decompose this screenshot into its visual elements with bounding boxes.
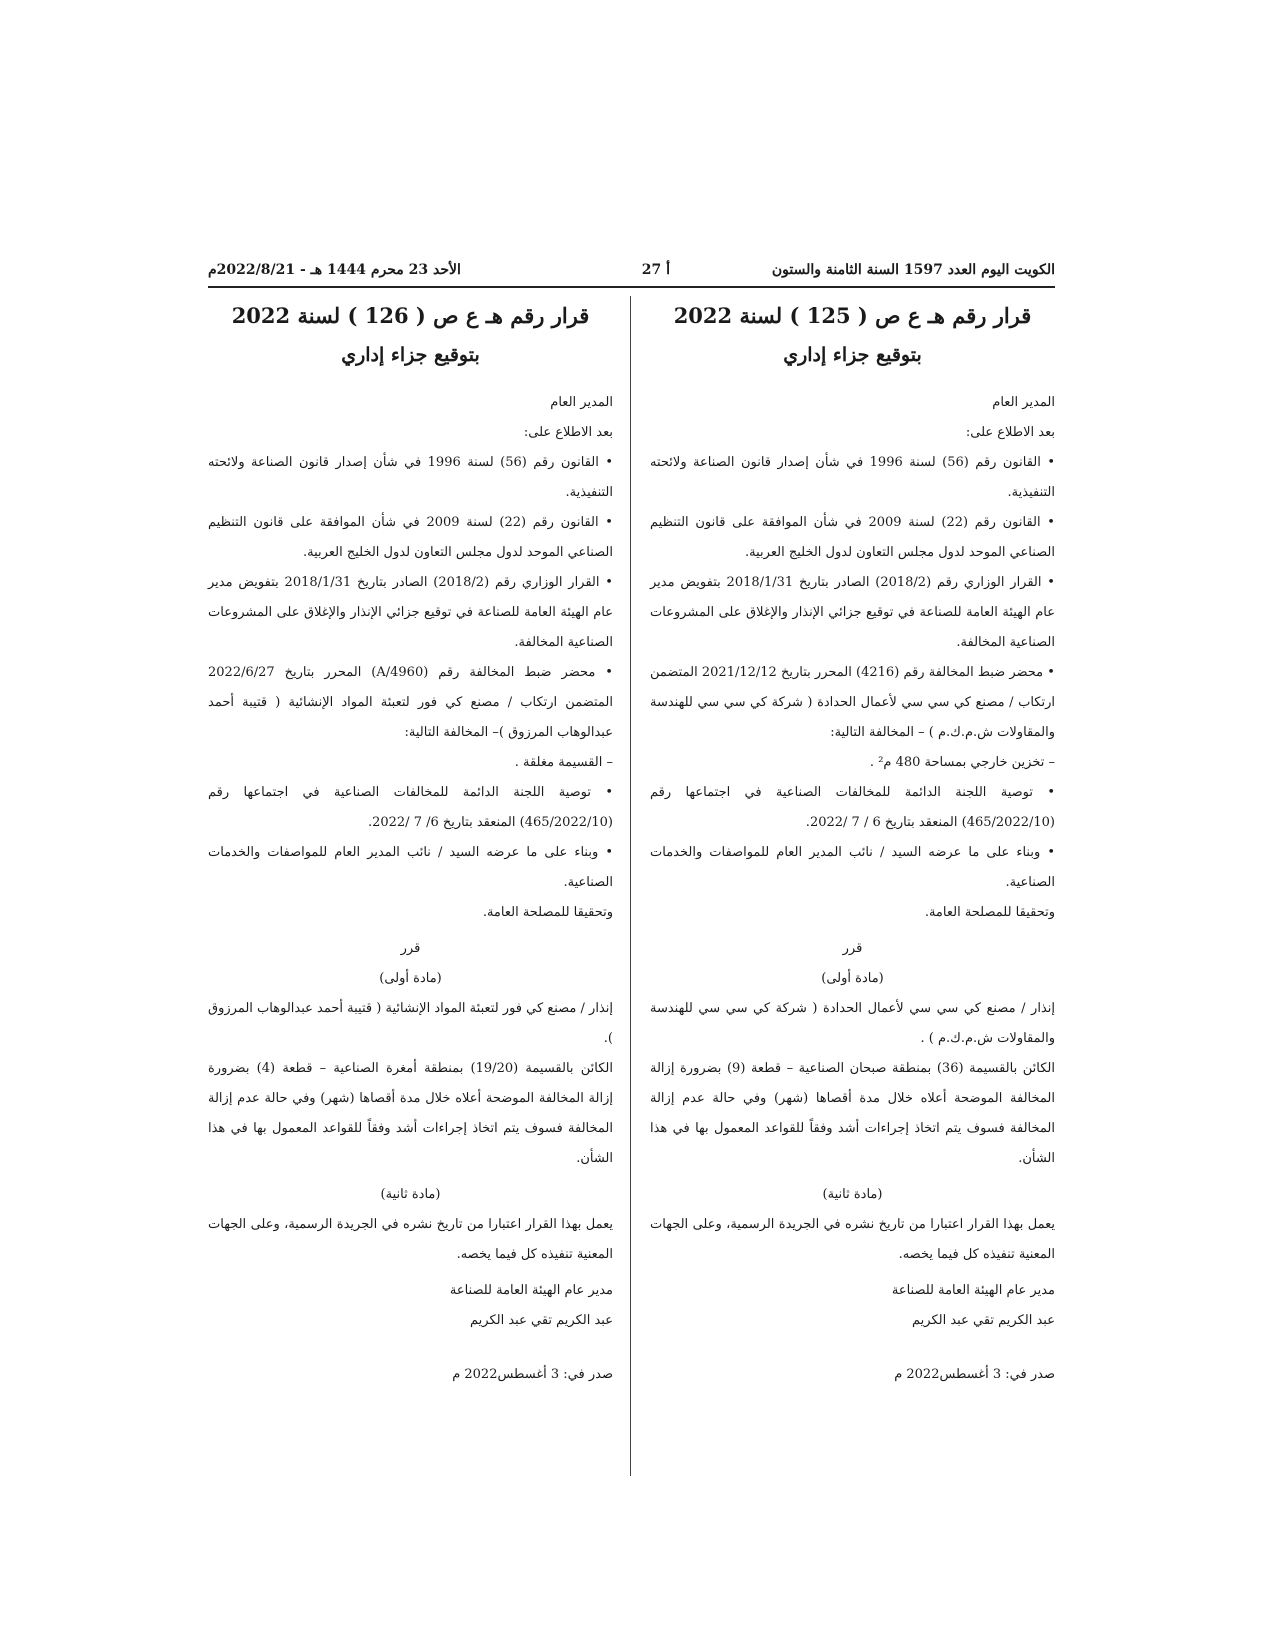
preamble-item: • توصية اللجنة الدائمة للمخالفات الصناعية في اجتماعها رقم (465/2022/10) المنعقد بتاريخ 6 / 7 /2022. [650,778,1055,838]
after-review-label: بعد الاطلاع على: [965,425,1055,440]
violation-line: – تخزين خارجي بمساحة 480 م² . [869,755,1055,770]
gazette-issue-info: الكويت اليوم العدد 1597 السنة الثامنة والستون [771,262,1055,278]
article-2-paragraph: يعمل بهذا القرار اعتبارا من تاريخ نشره في الجريدة الرسمية، وعلى الجهات المعنية تنفيذه كل فيما يخصه. [650,1217,1055,1262]
article-1-paragraph: إنذار / مصنع كي فور لتعبئة المواد الإنشائية ( قتيبة أحمد عبدالوهاب المرزوق ). [208,1001,613,1046]
preamble-item: • وبناء على ما عرضه السيد / نائب المدير العام للمواصفات والخدمات الصناعية. [650,838,1055,898]
director-label: المدير العام [550,395,613,410]
preamble-item: • القانون رقم (56) لسنة 1996 في شأن إصدار قانون الصناعة ولائحته التنفيذية. [208,448,613,508]
decision-subtitle: بتوقيع جزاء إداري [341,344,480,366]
article-2-heading: (مادة ثانية) [380,1187,441,1202]
preamble-item: • القانون رقم (22) لسنة 2009 في شأن الموافقة على قانون التنظيم الصناعي الموحد لدول مجلس التعاون لدول الخليج العربية. [650,508,1055,568]
article-1-heading: (مادة أولى) [821,971,884,986]
decision-body [650,388,1055,1390]
preamble-item: • وبناء على ما عرضه السيد / نائب المدير العام للمواصفات والخدمات الصناعية. [208,838,613,898]
page-header [208,258,1055,286]
decision-body [208,388,613,1390]
issued-date: صدر في: 3 أغسطس2022 م [894,1367,1055,1382]
header-date: الأحد 23 محرم 1444 هـ - 2022/8/21م [208,262,461,278]
article-1-heading: (مادة أولى) [379,971,442,986]
decision-title: قرار رقم هـ ع ص ( 126 ) لسنة 2022 [231,303,590,328]
decision-title: قرار رقم هـ ع ص ( 125 ) لسنة 2022 [673,303,1032,328]
header-rule [208,286,1055,288]
preamble-item: • محضر ضبط المخالفة رقم (4216) المحرر بتاريخ 2021/12/12 المتضمن ارتكاب / مصنع كي سي سي لأعمال الحدادة ( شركة كي سي سي للهندسة والمقاولات ش.م.ك.م ) – المخالفة التالية: [650,658,1055,748]
preamble-item: • القرار الوزاري رقم (2018/2) الصادر بتاريخ 2018/1/31 بتفويض مدير عام الهيئة العامة للصناعة في توقيع جزائي الإنذار والإغلاق على المشروعات الصناعية المخالفة. [650,568,1055,658]
signatory-title: مدير عام الهيئة العامة للصناعة [449,1283,613,1298]
public-interest-line: وتحقيقا للمصلحة العامة. [924,905,1055,920]
article-2-heading: (مادة ثانية) [822,1187,883,1202]
article-1-paragraph: إنذار / مصنع كي سي سي لأعمال الحدادة ( شركة كي سي سي للهندسة والمقاولات ش.م.ك.م ) . [650,1001,1055,1046]
decision-subtitle: بتوقيع جزاء إداري [783,344,922,366]
article-1-paragraph: الكائن بالقسيمة (36) بمنطقة صبحان الصناعية – قطعة (9) بضرورة إزالة المخالفة الموضحة أعلاه خلال مدة أقصاها (شهر) وفي حالة عدم إزالة المخالفة فسوف يتم اتخاذ إجراءات أشد وفقاً للقواعد المعمول بها في هذا الشأن. [650,1061,1055,1166]
article-2-paragraph: يعمل بهذا القرار اعتبارا من تاريخ نشره في الجريدة الرسمية، وعلى الجهات المعنية تنفيذه كل فيما يخصه. [208,1217,613,1262]
signatory-name: عبد الكريم تقي عبد الكريم [912,1313,1055,1328]
issued-date: صدر في: 3 أغسطس2022 م [452,1367,613,1382]
violation-line: – القسيمة مغلقة . [514,755,613,770]
preamble-item: • القانون رقم (56) لسنة 1996 في شأن إصدار قانون الصناعة ولائحته التنفيذية. [650,448,1055,508]
decision-125-column [650,298,1055,1390]
decided-heading: قرر [842,941,863,956]
decision-126-column [208,298,613,1390]
preamble-item: • القانون رقم (22) لسنة 2009 في شأن الموافقة على قانون التنظيم الصناعي الموحد لدول مجلس التعاون لدول الخليج العربية. [208,508,613,568]
public-interest-line: وتحقيقا للمصلحة العامة. [482,905,613,920]
page-number: أ 27 [641,262,670,278]
after-review-label: بعد الاطلاع على: [523,425,613,440]
article-1-paragraph: الكائن بالقسيمة (19/20) بمنطقة أمغرة الصناعية – قطعة (4) بضرورة إزالة المخالفة الموضحة أعلاه خلال مدة أقصاها (شهر) وفي حالة عدم إزالة المخالفة فسوف يتم اتخاذ إجراءات أشد وفقاً للقواعد المعمول بها في هذا الشأن. [208,1061,613,1166]
column-divider [630,296,631,1476]
signatory-name: عبد الكريم تقي عبد الكريم [470,1313,613,1328]
decided-heading: قرر [400,941,421,956]
signatory-title: مدير عام الهيئة العامة للصناعة [891,1283,1055,1298]
preamble-item: • توصية اللجنة الدائمة للمخالفات الصناعية في اجتماعها رقم (465/2022/10) المنعقد بتاريخ 6/ 7 /2022. [208,778,613,838]
preamble-item: • القرار الوزاري رقم (2018/2) الصادر بتاريخ 2018/1/31 بتفويض مدير عام الهيئة العامة للصناعة في توقيع جزائي الإنذار والإغلاق على المشروعات الصناعية المخالفة. [208,568,613,658]
director-label: المدير العام [992,395,1055,410]
preamble-item: • محضر ضبط المخالفة رقم (A/4960) المحرر بتاريخ 2022/6/27 المتضمن ارتكاب / مصنع كي فور لتعبئة المواد الإنشائية ( قتيبة أحمد عبدالوهاب المرزوق )– المخالفة التالية: [208,658,613,748]
